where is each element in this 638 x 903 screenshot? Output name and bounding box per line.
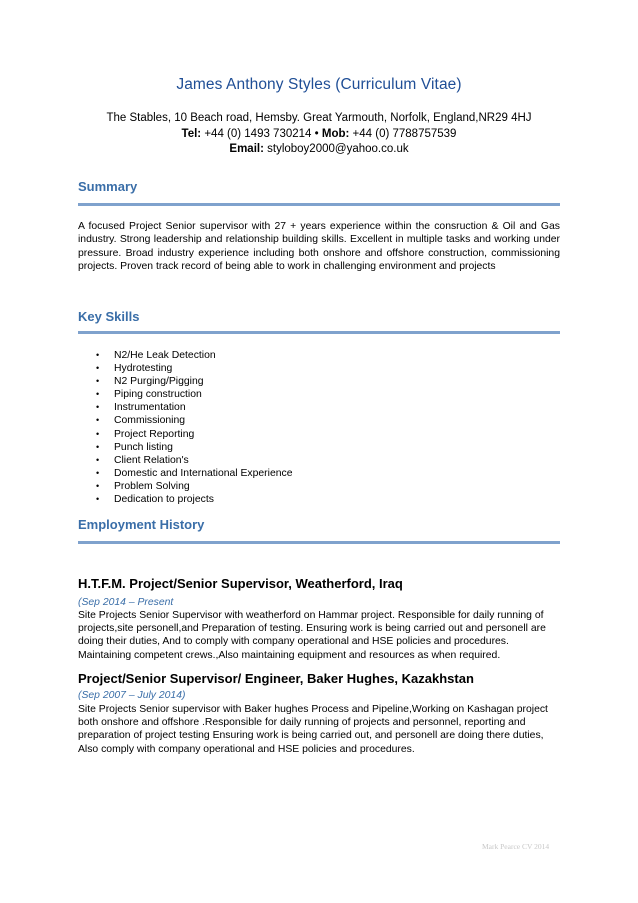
- summary-heading: Summary: [78, 179, 138, 194]
- list-item: [96, 362, 292, 375]
- skill-label: Piping construction: [114, 389, 202, 401]
- list-item: [96, 414, 292, 427]
- skills-divider: [78, 331, 560, 334]
- footer-text: Mark Pearce CV 2014: [482, 842, 550, 851]
- mob-value: +44 (0) 7788757539: [352, 128, 457, 140]
- list-item: [96, 401, 292, 414]
- phone-line: [0, 128, 638, 140]
- bullet-icon: •: [96, 480, 100, 491]
- skill-label: Commissioning: [114, 415, 186, 427]
- document-title: James Anthony Styles (Curriculum Vitae): [176, 76, 462, 93]
- email-line: [0, 143, 638, 155]
- job-date-1: (Sep 2014 – Present: [78, 597, 174, 608]
- bullet-icon: •: [96, 402, 100, 413]
- bullet-icon: •: [96, 441, 100, 452]
- tel-label: Tel:: [181, 128, 202, 140]
- skill-label: Hydrotesting: [114, 363, 173, 375]
- skill-label: Problem Solving: [114, 480, 190, 492]
- skill-label: N2 Purging/Pigging: [114, 376, 204, 388]
- job-description-1: Site Projects Senior Supervisor with weatherford on Hammar project. Responsible for daily running of projects,site personell,and Preparation of testing. Ensuring work is being carried out and personell are doing their duties, And to comply with company operational and HSE policies and procedures. Maintaining competent crews.,Also maintaining equipment and resources as when required.: [78, 610, 546, 661]
- tel-value: +44 (0) 1493 730214: [204, 128, 312, 140]
- email-value: styloboy2000@yahoo.co.uk: [267, 143, 409, 155]
- skills-heading: Key Skills: [78, 309, 140, 324]
- address-line: The Stables, 10 Beach road, Hemsby. Great Yarmouth, Norfolk, England,NR29 4HJ: [106, 112, 532, 124]
- bullet-icon: •: [96, 415, 100, 426]
- bullet-icon: •: [96, 376, 100, 387]
- list-item: [96, 388, 292, 401]
- bullet-icon: •: [96, 363, 100, 374]
- email-label: Email:: [229, 143, 264, 155]
- skill-label: Domestic and International Experience: [114, 467, 293, 479]
- list-item: [96, 349, 292, 362]
- skill-label: Punch listing: [114, 441, 173, 453]
- job-date-2: (Sep 2007 – July 2014): [78, 690, 186, 701]
- job-title-1: H.T.F.M. Project/Senior Supervisor, Weatherford, Iraq: [78, 576, 403, 591]
- skill-label: Project Reporting: [114, 428, 195, 440]
- employment-heading: Employment History: [78, 517, 205, 532]
- list-item: [96, 493, 292, 506]
- summary-text: A focused Project Senior supervisor with 27 + years experience within the consruction & Oil and Gas industry. Strong leadership and relationship building skills. Excellent in multiple tasks and working under pressure. Broad industry experience including both onshore and offshore construction, commissioning projects. Proven track record of being able to work in challenging environment and projects: [78, 221, 560, 272]
- list-item: [96, 480, 292, 493]
- skill-label: Client Relation's: [114, 454, 189, 466]
- list-item: [96, 441, 292, 454]
- skill-label: N2/He Leak Detection: [114, 350, 216, 361]
- skill-label: Dedication to projects: [114, 494, 214, 506]
- employment-divider: [78, 541, 560, 544]
- skills-list: [96, 349, 292, 506]
- bullet-icon: •: [96, 494, 100, 505]
- summary-divider: [78, 203, 560, 206]
- job-description-2: Site Projects Senior supervisor with Baker hughes Process and Pipeline,Working on Kashagan project both onshore and offshore .Responsible for daily running of projects and personnel, reporting and preparation of project testing Ensuring work is being carried out, and personell are doing there duties, Also comply with company operational and HSE policies and procedures.: [78, 704, 548, 755]
- bullet-icon: •: [96, 389, 100, 400]
- bullet-icon: •: [96, 467, 100, 478]
- bullet-icon: •: [96, 350, 100, 360]
- separator: •: [314, 128, 319, 140]
- mob-label: Mob:: [321, 128, 350, 140]
- bullet-icon: •: [96, 454, 100, 465]
- job-title-2: Project/Senior Supervisor/ Engineer, Baker Hughes, Kazakhstan: [78, 671, 474, 686]
- list-item: [96, 467, 292, 480]
- list-item: [96, 428, 292, 441]
- list-item: [96, 375, 292, 388]
- skill-label: Instrumentation: [114, 402, 186, 414]
- bullet-icon: •: [96, 428, 100, 439]
- list-item: [96, 454, 292, 467]
